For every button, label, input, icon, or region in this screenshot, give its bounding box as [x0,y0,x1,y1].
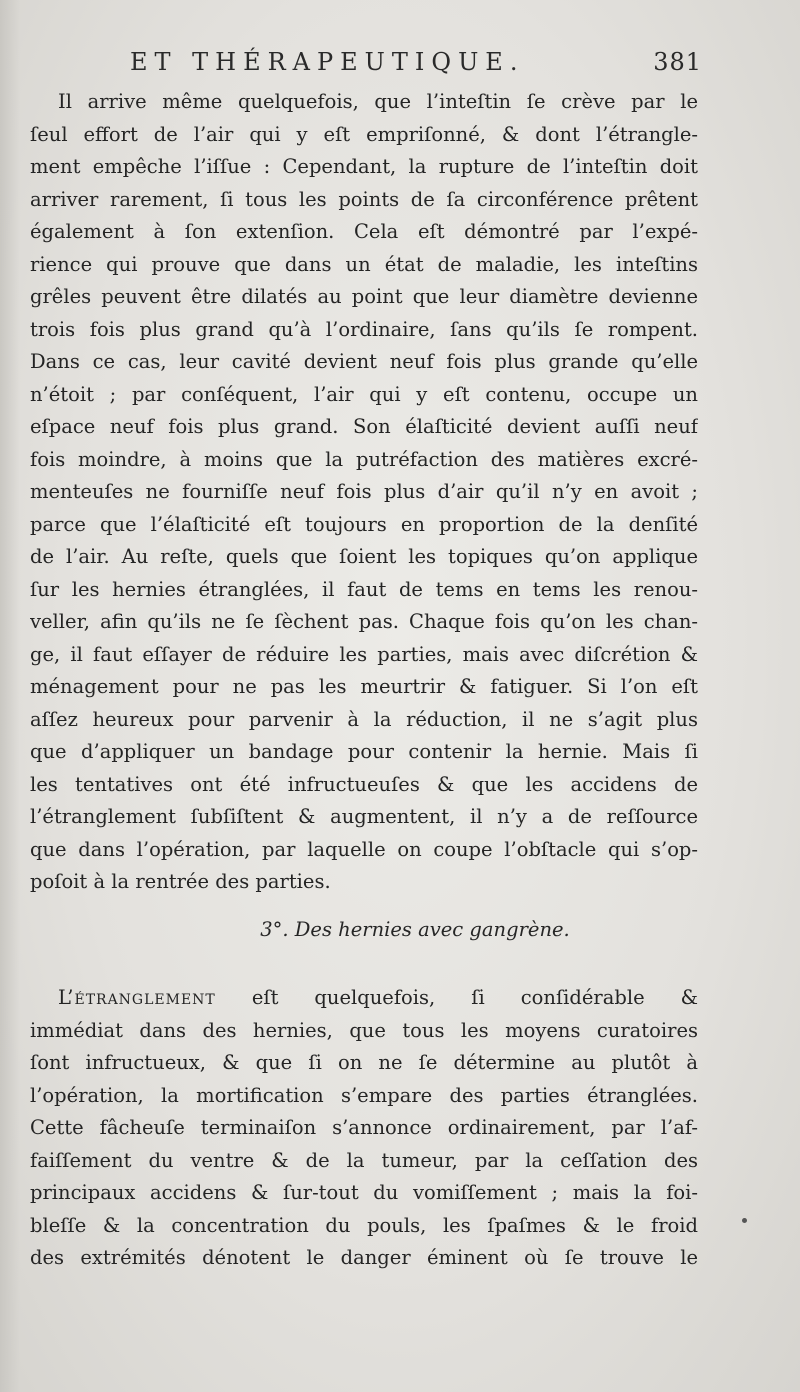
text-line: l’étranglement ſubſiſtent & augmentent, il n’y a de reſſource [30,805,698,828]
section-heading-text: 3°. Des hernies avec gangrène. [260,918,570,941]
text-line: faiſſement du ventre & de la tumeur, par la ceſſation des [30,1148,698,1172]
running-title: ET THÉRAPEUTIQUE. [130,48,525,76]
text-line: eſpace neuf fois plus grand. Son élaſticité devient auſſi neuf [30,415,698,438]
text-line: ſur les hernies étranglées, il faut de tems en tems les renou- [30,577,698,601]
text-line: ſeul effort de l’air qui y eſt empriſonné, & dont l’étrangle- [30,122,698,146]
text-line: immédiat dans des hernies, que tous les moyens curatoires [30,1018,698,1042]
text-line: fois moindre, à moins que la putréfaction des matières excré- [30,447,698,471]
text-line: de l’air. Au reſte, quels que ſoient les topiques qu’on applique [30,545,698,568]
paragraph-2 [30,982,698,1275]
text-line: ſont infructueux, & que ſi on ne ſe détermine au plutôt à [30,1051,698,1074]
text-line: ge, il faut eſſayer de réduire les parties, mais avec diſcrétion & [30,642,698,666]
text-line: grêles peuvent être dilatés au point que leur diamètre devienne [30,285,698,308]
page-number: 381 [653,48,702,76]
ink-speck [742,1218,747,1223]
section-heading [0,918,800,941]
text-line: bleſſe & la concentration du pouls, les ſpaſmes & le froid [30,1213,698,1237]
text-line: ménagement pour ne pas les meurtrir & fatiguer. Si l’on eſt [30,675,698,698]
text-line: principaux accidens & ſur-tout du vomiſſement ; mais la foi- [30,1181,698,1204]
text-line: également à ſon extenſion. Cela eſt démontré par l’expé- [30,220,698,243]
text-line: menteuſes ne fourniſſe neuf fois plus d’air qu’il n’y en avoit ; [30,480,698,503]
gutter-shadow [0,0,20,1392]
text-line: Il arrive même quelquefois, que l’inteſtin ſe crève par le [58,90,698,113]
text-line: que dans l’opération, par laquelle on coupe l’obſtacle qui s’op- [30,837,698,861]
text-line: poſoit à la rentrée des parties. [30,870,331,893]
first-line-rest: eſt quelquefois, ſi conſidérable & [251,986,698,1009]
text-line: n’étoit ; par conſéquent, l’air qui y eſt contenu, occupe un [30,382,698,406]
text-line: des extrémités dénotent le danger éminent où ſe trouve le [30,1246,698,1269]
text-line: trois fois plus grand qu’à l’ordinaire, ſans qu’ils ſe rompent. [30,317,698,341]
text-line: rience qui prouve que dans un état de maladie, les inteſtins [30,252,698,276]
text-line [30,982,698,1015]
page-header [0,48,800,84]
text-line: les tentatives ont été infructueuſes & que les accidens de [30,772,698,796]
text-line: l’opération, la mortification s’empare des parties étranglées. [30,1083,698,1107]
text-line: veller, afin qu’ils ne ſe ſèchent pas. Chaque fois qu’on les chan- [30,610,698,633]
text-line: Cette fâcheuſe terminaiſon s’annonce ordinairement, par l’af- [30,1116,698,1139]
text-line: ment empêche l’iſſue : Cependant, la rupture de l’inteſtin doit [30,155,698,178]
paragraph-1 [30,86,698,899]
paragraph-lead-smallcaps: L’étranglement [58,986,216,1009]
text-line: arriver rarement, ſi tous les points de ſa circonférence prêtent [30,187,698,211]
text-line: aſſez heureux pour parvenir à la réduction, il ne s’agit plus [30,707,698,731]
text-line: parce que l’élaſticité eſt toujours en proportion de la denſité [30,512,698,536]
text-line: Dans ce cas, leur cavité devient neuf fois plus grande qu’elle [30,350,698,373]
text-line: que d’appliquer un bandage pour contenir la hernie. Mais ſi [30,740,698,763]
